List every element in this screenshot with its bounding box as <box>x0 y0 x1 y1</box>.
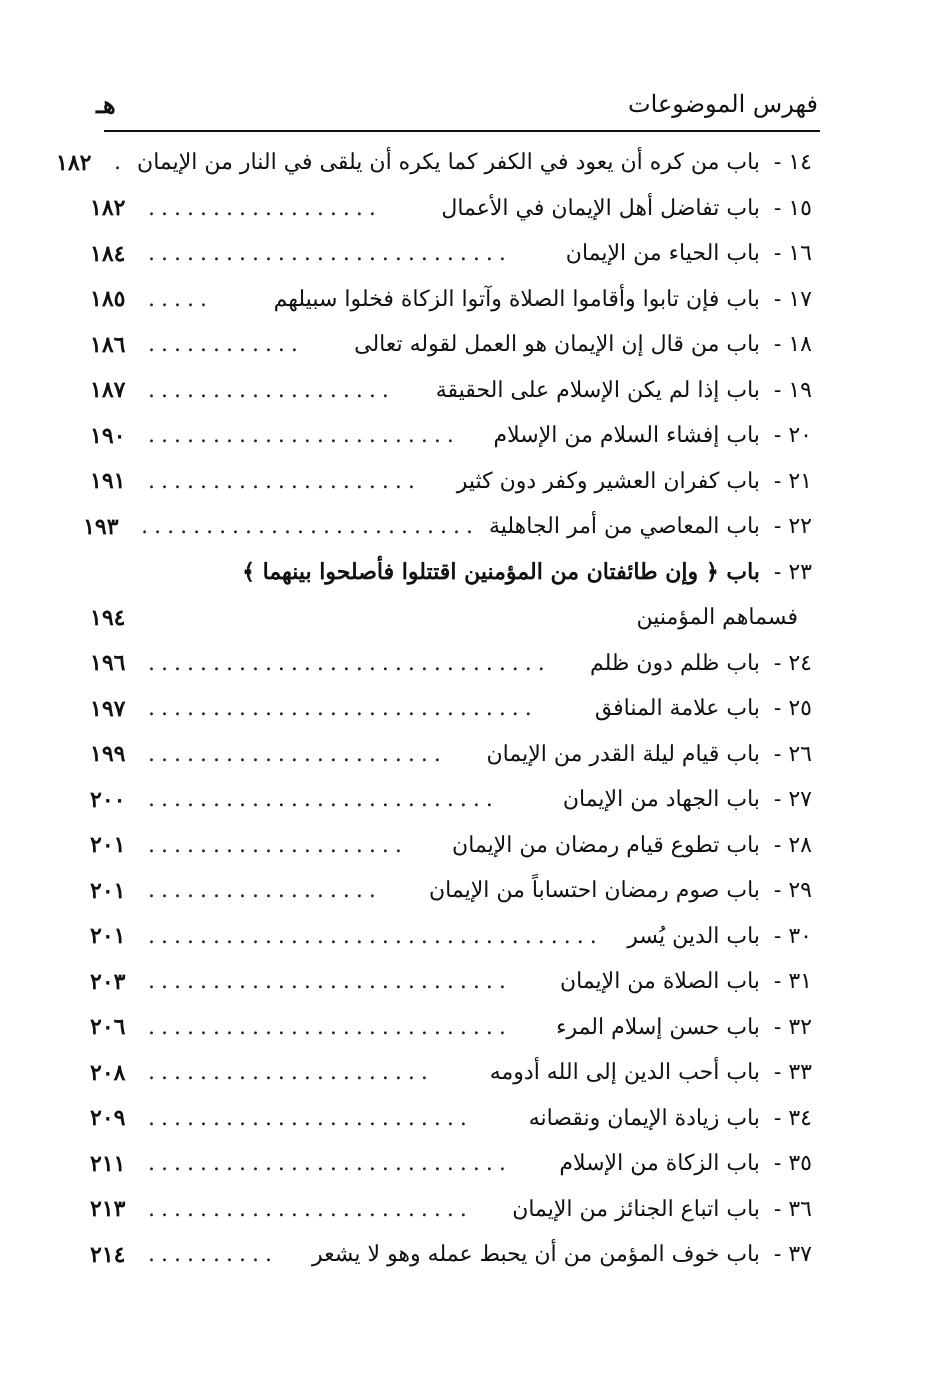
entry-page-number: ١٨٦ <box>90 331 126 358</box>
entry-title: باب تطوع قيام رمضان من الإيمان <box>452 832 760 858</box>
entry-page-number: ٢٠٩ <box>90 1105 126 1132</box>
entry-number: ١٥ - <box>773 195 812 221</box>
entry-title: باب الجهاد من الإيمان <box>562 787 760 813</box>
entry-title: باب ﴿ وإن طائفتان من المؤمنين اقتتلوا فأصلحوا بينهما ﴾ <box>242 559 760 586</box>
entry-title: باب من قال إن الإيمان هو العمل لقوله تعالى <box>354 332 760 358</box>
entry-number: ١٩ - <box>773 377 812 403</box>
entry-title: باب صوم رمضان احتساباً من الإيمان <box>429 878 760 904</box>
toc-entry <box>90 595 812 641</box>
dot-leader: .......................... <box>141 514 479 540</box>
header-rule <box>104 130 820 132</box>
entry-title: باب الحياء من الإيمان <box>565 241 760 267</box>
entry-page-number: ٢١٤ <box>90 1241 126 1268</box>
entry-page-number: ٢٠٣ <box>90 968 126 995</box>
entry-page-number: ٢٠٠ <box>90 786 126 813</box>
entry-number: ٢٣ - <box>773 559 812 585</box>
entry-title: باب الزكاة من الإسلام <box>559 1151 760 1177</box>
toc-entry <box>90 1232 812 1278</box>
entry-number: ٣٦ - <box>773 1196 812 1222</box>
dot-leader: .......... <box>148 1242 278 1268</box>
entry-page-number: ١٩٣ <box>83 513 119 540</box>
dot-leader: ............ <box>148 332 304 358</box>
entry-page-number: ٢٠١ <box>90 832 126 859</box>
entry-page-number: ١٨٥ <box>90 286 126 313</box>
entry-number: ٣٥ - <box>773 1151 812 1177</box>
dot-leader: ............................ <box>148 241 512 267</box>
entry-number: ٢٠ - <box>773 423 812 449</box>
entry-number: ٢٦ - <box>773 741 812 767</box>
entry-number: ٣٤ - <box>773 1105 812 1131</box>
entry-number: ١٧ - <box>773 286 812 312</box>
dot-leader: ....................... <box>148 741 447 767</box>
entry-title: باب من كره أن يعود في الكفر كما يكره أن يلقى في النار من الإيمان <box>137 150 760 176</box>
entry-page-number: ٢٠١ <box>90 923 126 950</box>
page-header <box>96 90 818 126</box>
toc-entry <box>90 732 812 778</box>
dot-leader: ..... <box>148 286 213 312</box>
toc-entry <box>90 823 812 869</box>
entry-number: ٢٩ - <box>773 878 812 904</box>
entry-page-number: ١٩١ <box>90 468 126 495</box>
entry-number: ٣٠ - <box>773 923 812 949</box>
entry-number: ٢٤ - <box>773 650 812 676</box>
dot-leader: .................... <box>148 832 408 858</box>
entry-number: ٢١ - <box>773 468 812 494</box>
entry-page-number: ١٨٧ <box>90 377 126 404</box>
dot-leader: .................. <box>148 195 382 221</box>
toc-entry <box>90 641 812 687</box>
entry-title: باب الصلاة من الإيمان <box>559 969 760 995</box>
toc-entry <box>90 1141 812 1187</box>
toc-entry <box>83 504 812 550</box>
dot-leader: ................... <box>148 377 395 403</box>
table-of-contents <box>56 140 812 1278</box>
dot-leader: ............................ <box>148 1151 512 1177</box>
entry-page-number: ١٩٠ <box>90 422 126 449</box>
entry-number: ٣٧ - <box>773 1242 812 1268</box>
toc-entry <box>90 1050 812 1096</box>
entry-number: ١٤ - <box>773 150 812 176</box>
dot-leader: ............................... <box>148 650 551 676</box>
entry-title: باب كفران العشير وكفر دون كثير <box>456 468 760 494</box>
dot-leader: ........................... <box>148 787 499 813</box>
entry-number: ٢٧ - <box>773 787 812 813</box>
toc-entry <box>90 686 812 732</box>
entry-title: فسماهم المؤمنين <box>636 605 798 631</box>
dot-leader: ............................ <box>148 1014 512 1040</box>
entry-title: باب علامة المنافق <box>594 696 760 722</box>
entry-page-number: ٢٠١ <box>90 877 126 904</box>
toc-entry <box>56 140 812 186</box>
entry-title: باب الدين يُسر <box>627 923 760 949</box>
entry-page-number: ٢٠٦ <box>90 1014 126 1041</box>
toc-entry <box>90 186 812 232</box>
entry-number: ٢٢ - <box>773 514 812 540</box>
entry-page-number: ١٨٢ <box>56 149 92 176</box>
entry-number: ٢٨ - <box>773 832 812 858</box>
toc-entry <box>90 959 812 1005</box>
toc-entry <box>90 413 812 459</box>
entry-title: باب خوف المؤمن من أن يحبط عمله وهو لا يشعر <box>312 1242 760 1268</box>
toc-entry <box>90 1187 812 1233</box>
entry-title: باب فإن تابوا وأقاموا الصلاة وآتوا الزكاة فخلوا سبيلهم <box>273 286 760 312</box>
toc-entry <box>90 368 812 414</box>
entry-title: باب تفاضل أهل الإيمان في الأعمال <box>441 195 760 221</box>
entry-page-number: ١٨٤ <box>90 240 126 267</box>
dot-leader: ..................... <box>148 468 421 494</box>
entry-page-number: ١٩٧ <box>90 695 126 722</box>
dot-leader: .................. <box>148 878 382 904</box>
toc-entry <box>90 322 812 368</box>
entry-number: ٢٥ - <box>773 696 812 722</box>
entry-number: ١٨ - <box>773 332 812 358</box>
entry-title: باب اتباع الجنائز من الإيمان <box>512 1196 760 1222</box>
dot-leader: ........................ <box>148 423 460 449</box>
entry-title: باب إفشاء السلام من الإسلام <box>493 423 760 449</box>
entry-page-number: ٢١٣ <box>90 1196 126 1223</box>
entry-title: باب المعاصي من أمر الجاهلية <box>488 514 760 540</box>
dot-leader: ......................... <box>148 1105 473 1131</box>
entry-number: ١٦ - <box>773 241 812 267</box>
entry-title: باب زيادة الإيمان ونقصانه <box>528 1105 760 1131</box>
entry-title: باب حسن إسلام المرء <box>556 1014 760 1040</box>
dot-leader: ...................... <box>148 1060 434 1086</box>
entry-page-number: ٢٠٨ <box>90 1059 126 1086</box>
entry-title: باب قيام ليلة القدر من الإيمان <box>486 741 760 767</box>
dot-leader: . <box>114 150 128 176</box>
toc-entry <box>90 1005 812 1051</box>
entry-number: ٣٢ - <box>773 1014 812 1040</box>
entry-page-number: ١٩٦ <box>90 650 126 677</box>
toc-entry <box>90 277 812 323</box>
toc-entry <box>90 1096 812 1142</box>
toc-entry <box>90 868 812 914</box>
page-letter-mark: هـ <box>96 90 116 119</box>
entry-number: ٣١ - <box>773 969 812 995</box>
toc-entry <box>90 231 812 277</box>
entry-page-number: ١٨٢ <box>90 195 126 222</box>
entry-number: ٣٣ - <box>773 1060 812 1086</box>
dot-leader: ............................ <box>148 969 512 995</box>
entry-page-number: ١٩٩ <box>90 741 126 768</box>
toc-entry <box>90 914 812 960</box>
toc-entry <box>90 550 812 596</box>
toc-entry <box>90 459 812 505</box>
page-title: فهرس الموضوعات <box>628 90 818 118</box>
entry-page-number: ٢١١ <box>90 1150 126 1177</box>
entry-title: باب إذا لم يكن الإسلام على الحقيقة <box>435 377 760 403</box>
dot-leader: ................................... <box>148 923 603 949</box>
dot-leader: ......................... <box>148 1196 473 1222</box>
dot-leader: .............................. <box>148 696 538 722</box>
entry-title: باب أحب الدين إلى الله أدومه <box>489 1060 760 1086</box>
entry-page-number: ١٩٤ <box>90 604 126 631</box>
toc-entry <box>90 777 812 823</box>
entry-title: باب ظلم دون ظلم <box>589 650 760 676</box>
